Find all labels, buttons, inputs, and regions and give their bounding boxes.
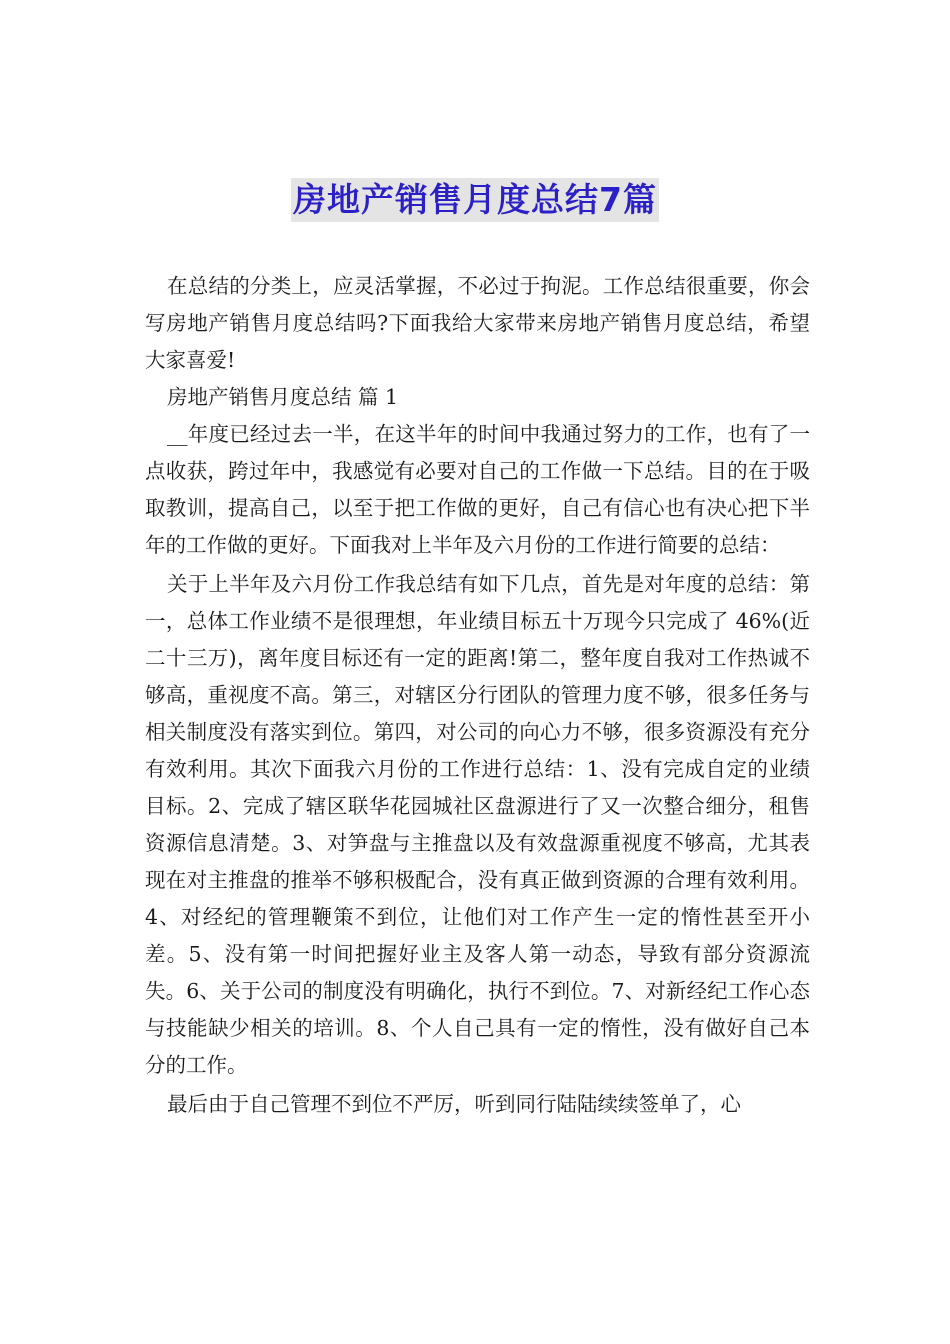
- document-title: 房地产销售月度总结7篇: [291, 178, 659, 222]
- body-paragraph: __年度已经过去一半，在这半年的时间中我通过努力的工作，也有了一点收获，跨过年中，我感觉有必要对自己的工作做一下总结。目的在于吸取教训，提高自己，以至于把工作做的更好，自己有信心也有决心把下半年的工作做的更好。下面我对上半年及六月份的工作进行简要的总结：: [145, 422, 810, 557]
- document-body: [145, 268, 810, 1123]
- section-heading: 房地产销售月度总结 篇 1: [167, 385, 399, 409]
- body-paragraph: 最后由于自己管理不到位不严厉，听到同行陆陆续续签单了，心: [167, 1092, 741, 1116]
- body-paragraph: 关于上半年及六月份工作我总结有如下几点，首先是对年度的总结：第一，总体工作业绩不是很理想，年业绩目标五十万现今只完成了 46%(近二十三万)，离年度目标还有一定的距离!第二，整年度自我对工作热诚不够高，重视度不高。第三，对辖区分行团队的管理力度不够，很多任务与相关制度没有落实到位。第四，对公司的向心力不够，很多资源没有充分有效利用。其次下面我六月份的工作进行总结：1、没有完成自定的业绩目标。2、完成了辖区联华花园城社区盘源进行了又一次整合细分，租售资源信息清楚。3、对笋盘与主推盘以及有效盘源重视度不够高，尤其表现在对主推盘的推举不够积极配合，没有真正做到资源的合理有效利用。4、对经纪的管理鞭策不到位，让他们对工作产生一定的惰性甚至开小差。5、没有第一时间把握好业主及客人第一动态，导致有部分资源流失。6、关于公司的制度没有明确化，执行不到位。7、对新经纪工作心态与技能缺少相关的培训。8、个人自己具有一定的惰性，没有做好自己本分的工作。: [145, 572, 810, 1077]
- title-container: [0, 178, 950, 222]
- intro-paragraph: 在总结的分类上，应灵活掌握，不必过于拘泥。工作总结很重要，你会写房地产销售月度总结吗?下面我给大家带来房地产销售月度总结，希望大家喜爱!: [145, 274, 810, 372]
